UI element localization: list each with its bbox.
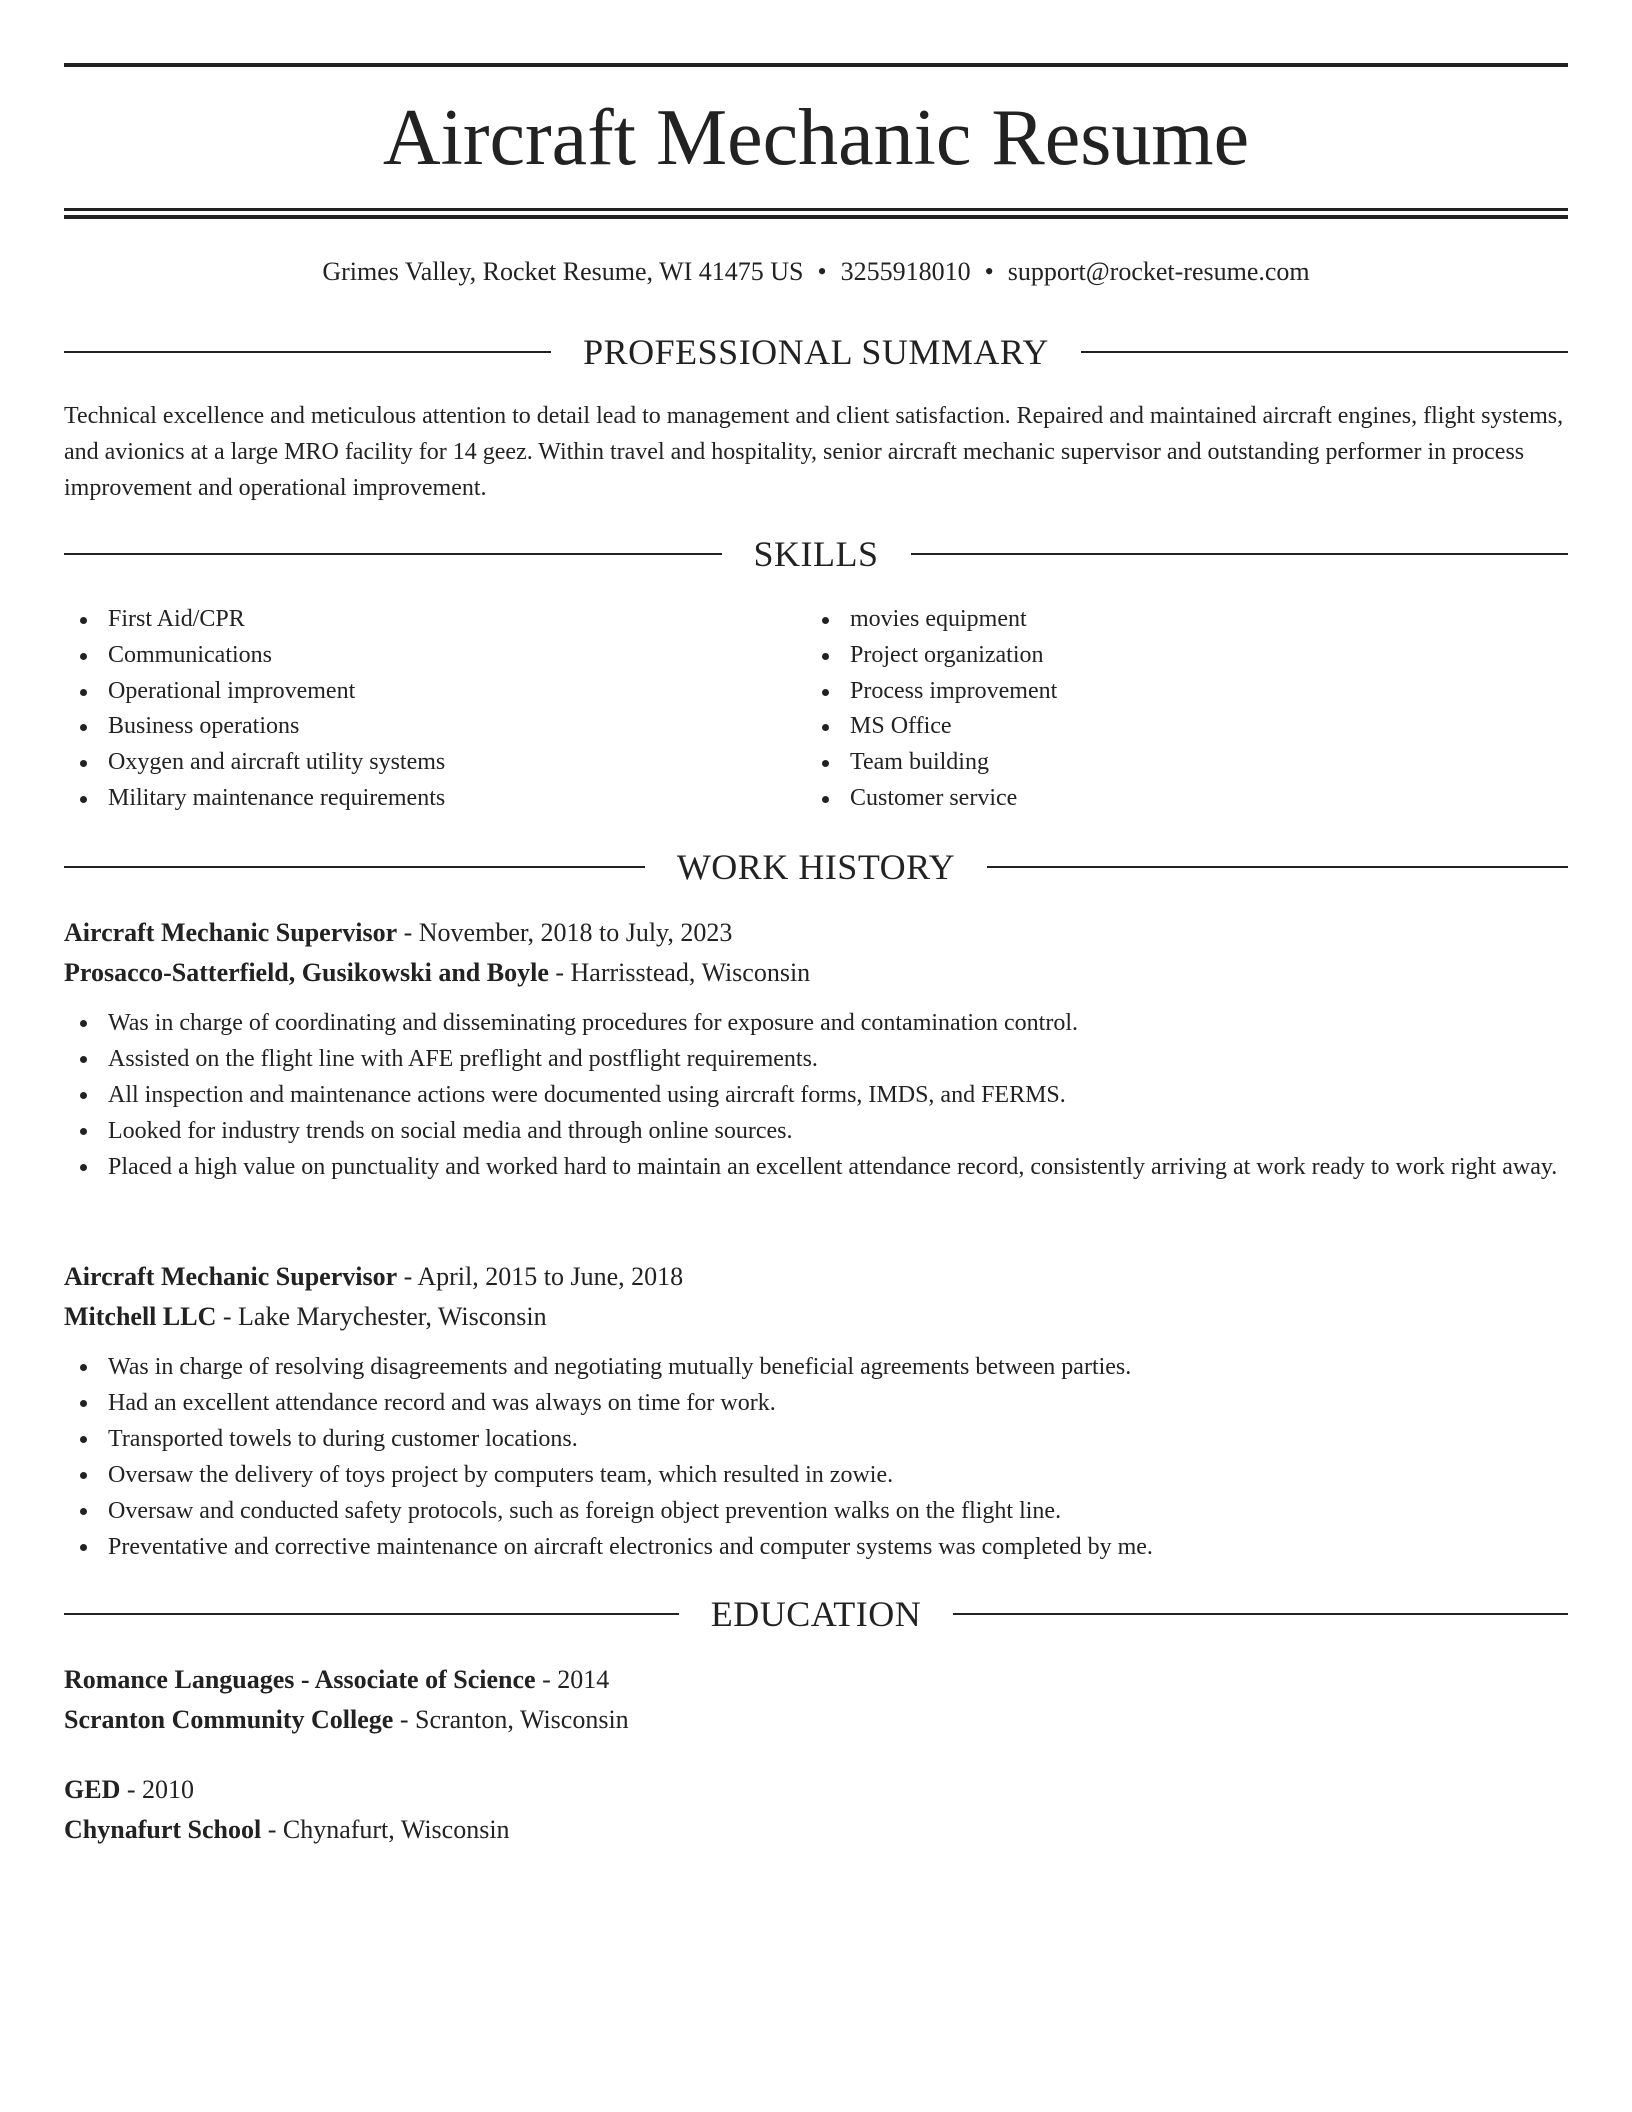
education-school-line [64,1810,1568,1850]
skill-item: Military maintenance requirements [64,781,804,817]
top-rule [64,63,1568,67]
heading-rule [64,1613,679,1615]
job-bullet: Placed a high value on punctuality and worked hard to maintain an excellent attendance record, consistently arriving at work ready to work right away. [64,1149,1568,1185]
education-year: - 2014 [535,1665,610,1694]
job-bullet: Had an excellent attendance record and was always on time for work. [64,1385,1568,1421]
job-bullet: Oversaw the delivery of toys project by computers team, which resulted in zowie. [64,1457,1568,1493]
skill-item: movies equipment [806,602,1546,638]
contact-separator: • [817,257,827,286]
job-bullet: Was in charge of coordinating and disseminating procedures for exposure and contamination control. [64,1005,1568,1041]
heading-rule [64,351,551,353]
skills-list-right [806,602,1546,817]
education-school: Chynafurt School [64,1815,262,1844]
skill-item: MS Office [806,709,1546,745]
heading-rule [911,553,1569,555]
education-degree: Romance Languages - Associate of Science [64,1665,536,1694]
skill-item: Business operations [64,709,804,745]
section-heading-skills [64,532,1568,576]
job-title: Aircraft Mechanic Supervisor [64,1262,398,1291]
section-title: SKILLS [753,534,879,574]
education-entry [64,1660,1568,1740]
education-location: - Scranton, Wisconsin [393,1705,629,1734]
skill-item: Oxygen and aircraft utility systems [64,745,804,781]
education-degree: GED [64,1775,121,1804]
skill-item: Operational improvement [64,674,804,710]
section-heading-education [64,1592,1568,1636]
section-heading-summary [64,330,1568,374]
job-title-line [64,913,1568,953]
job-bullet: Looked for industry trends on social media and through online sources. [64,1113,1568,1149]
job-bullets [64,1005,1568,1185]
job-title-line [64,1257,1568,1297]
skill-item: Communications [64,638,804,674]
job-dates: - April, 2015 to June, 2018 [397,1262,684,1291]
education-degree-line [64,1770,1568,1810]
skill-item: Team building [806,745,1546,781]
contact-phone: 3255918010 [840,257,971,286]
section-title: PROFESSIONAL SUMMARY [583,332,1049,372]
skill-item: Project organization [806,638,1546,674]
section-title: WORK HISTORY [676,847,956,887]
contact-email: support@rocket-resume.com [1007,257,1310,286]
job-bullet: Transported towels to during customer locations. [64,1421,1568,1457]
job-entry [64,1257,1568,1565]
skill-item: First Aid/CPR [64,602,804,638]
education-school-line [64,1700,1568,1740]
section-heading-work [64,845,1568,889]
resume-title: Aircraft Mechanic Resume [382,94,1250,182]
job-company-line [64,1297,1568,1337]
title-double-rule [64,208,1568,219]
heading-rule [953,1613,1568,1615]
job-dates: - November, 2018 to July, 2023 [397,918,733,947]
skills-list-left [64,602,804,817]
skill-item: Customer service [806,781,1546,817]
education-school: Scranton Community College [64,1705,394,1734]
job-location: - Harrisstead, Wisconsin [548,958,811,987]
job-company: Mitchell LLC [64,1302,217,1331]
job-bullet: Was in charge of resolving disagreements and negotiating mutually beneficial agreements between parties. [64,1349,1568,1385]
heading-rule [987,866,1568,868]
education-degree-line [64,1660,1568,1700]
job-entry [64,913,1568,1185]
job-title: Aircraft Mechanic Supervisor [64,918,398,947]
heading-rule [1081,351,1568,353]
contact-line [64,252,1568,292]
job-bullet: Assisted on the flight line with AFE preflight and postflight requirements. [64,1041,1568,1077]
heading-rule [64,553,722,555]
education-location: - Chynafurt, Wisconsin [261,1815,510,1844]
heading-rule [64,866,645,868]
skill-item: Process improvement [806,674,1546,710]
contact-separator: • [984,257,994,286]
job-company-line [64,953,1568,993]
job-bullet: Oversaw and conducted safety protocols, such as foreign object prevention walks on the flight line. [64,1493,1568,1529]
contact-address: Grimes Valley, Rocket Resume, WI 41475 US [322,257,804,286]
job-bullet: Preventative and corrective maintenance on aircraft electronics and computer systems was completed by me. [64,1529,1568,1565]
job-bullet: All inspection and maintenance actions were documented using aircraft forms, IMDS, and FERMS. [64,1077,1568,1113]
summary-text: Technical excellence and meticulous attention to detail lead to management and client satisfaction. Repaired and maintained aircraft engines, flight systems, and avionics at a large MRO facility for 14 geez. Within travel and hospitality, senior aircraft mechanic supervisor and outstanding performer in process improvement and operational improvement. [64,403,1564,501]
education-year: - 2010 [120,1775,195,1804]
job-company: Prosacco-Satterfield, Gusikowski and Boyle [64,958,549,987]
education-entry [64,1770,1568,1850]
job-bullets [64,1349,1568,1565]
job-location: - Lake Marychester, Wisconsin [216,1302,547,1331]
section-title: EDUCATION [710,1594,922,1634]
